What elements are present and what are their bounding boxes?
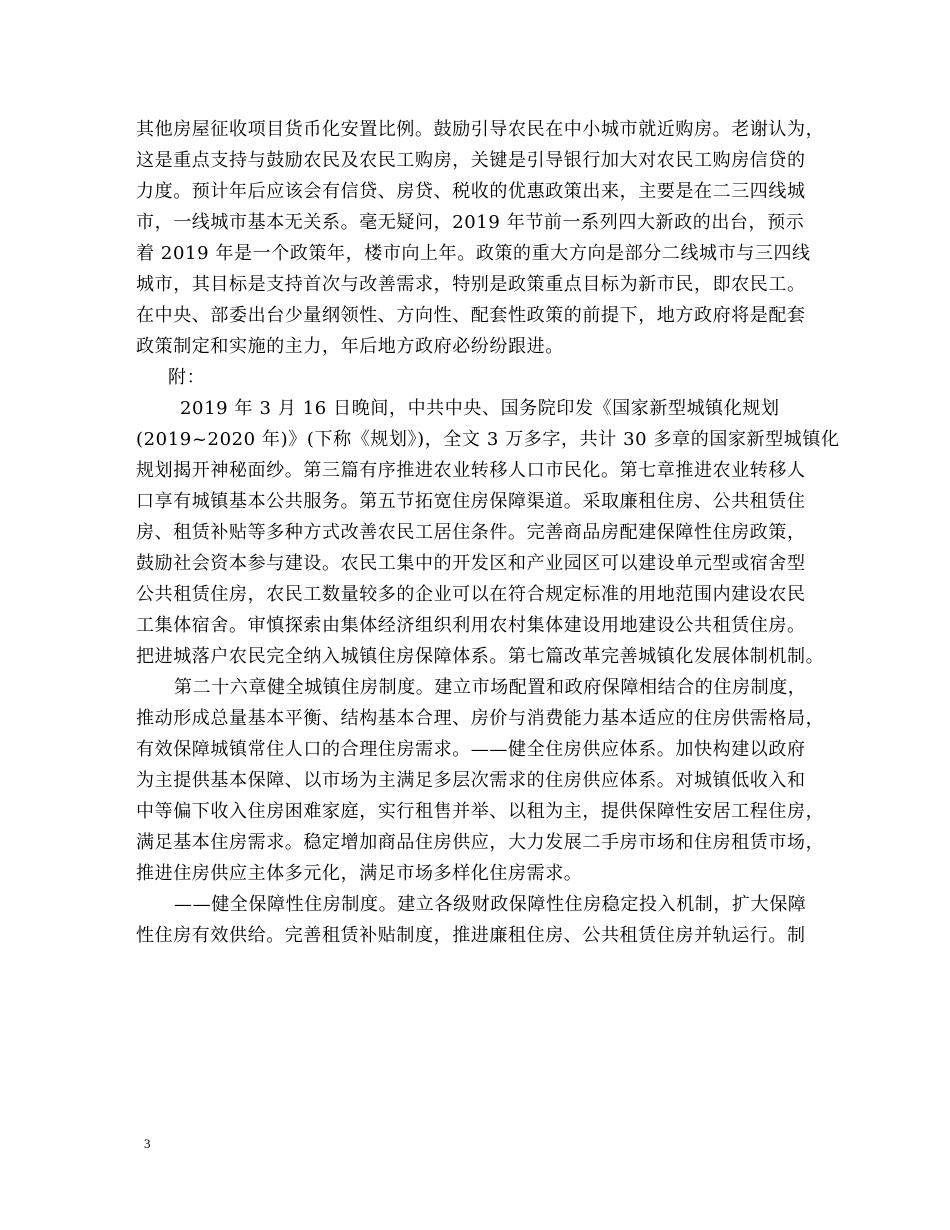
text-line: 推动形成总量基本平衡、结构基本合理、房价与消费能力基本适应的住房供需格局， [136,708,825,729]
paragraph-1 [136,114,825,362]
text-line: 为主提供基本保障、以市场为主满足多层次需求的住房供应体系。对城镇低收入和 [136,770,806,791]
text-line: 在中央、部委出台少量纲领性、方向性、配套性政策的前提下，地方政府将是配套 [136,305,806,326]
paragraph-appendix-heading [136,362,820,393]
paragraph-2 [136,393,840,672]
text-line: (2019~2020 年)》(下称《规划》)，全文 3 万多字，共计 30 多章的国家新型城镇化 [136,429,840,450]
text-line: 2019 年 3 月 16 日晚间，中共中央、国务院印发《国家新型城镇化规划 [180,398,780,419]
paragraph-4 [136,889,820,951]
text-line: 性住房有效供给。完善租赁补贴制度，推进廉租住房、公共租赁住房并轨运行。制 [136,925,806,946]
text-line: 房、租赁补贴等多种方式改善农民工居住条件。完善商品房配建保障性住房政策， [136,522,806,543]
text-line: 力度。预计年后应该会有信贷、房贷、税收的优惠政策出来，主要是在二三四线城 [136,181,806,202]
text-line: 工集体宿舍。审慎探索由集体经济组织利用农村集体建设用地建设公共租赁住房。 [136,615,806,636]
text-line: 市，一线城市基本无关系。毫无疑问，2019 年节前一系列四大新政的出台，预示 [136,212,805,233]
text-line: 第二十六章健全城镇住房制度。建立市场配置和政府保障相结合的住房制度， [174,677,807,698]
text-line: ——健全保障性住房制度。建立各级财政保障性住房稳定投入机制，扩大保障 [174,894,807,915]
text-line: 推进住房供应主体多元化，满足市场多样化住房需求。 [136,863,583,884]
paragraph-3 [136,672,825,889]
document-body [136,114,840,951]
text-line: 其他房屋征收项目货币化安置比例。鼓励引导农民在中小城市就近购房。老谢认为， [136,119,825,140]
text-line: 城市，其目标是支持首次与改善需求，特别是政策重点目标为新市民，即农民工。 [136,274,806,295]
text-line: 鼓励社会资本参与建设。农民工集中的开发区和产业园区可以建设单元型或宿舍型 [136,553,806,574]
text-line: 中等偏下收入住房困难家庭，实行租售并举、以租为主，提供保障性安居工程住房， [136,801,825,822]
appendix-label: 附： [168,367,206,388]
text-line: 这是重点支持与鼓励农民及农民工购房，关键是引导银行加大对农民工购房信贷的 [136,150,806,171]
text-line: 满足基本住房需求。稳定增加商品住房供应，大力发展二手房市场和住房租赁市场， [136,832,825,853]
text-line: 口享有城镇基本公共服务。第五节拓宽住房保障渠道。采取廉租住房、公共租赁住 [136,491,806,512]
text-line: 公共租赁住房，农民工数量较多的企业可以在符合规定标准的用地范围内建设农民 [136,584,806,605]
page-number: 3 [144,1136,151,1151]
text-line: 着 2019 年是一个政策年，楼市向上年。政策的重大方向是部分二线城市与三四线 [136,243,811,264]
text-line: 有效保障城镇常住人口的合理住房需求。——健全住房供应体系。加快构建以政府 [136,739,806,760]
text-line: 规划揭开神秘面纱。第三篇有序推进农业转移人口市民化。第七章推进农业转移人 [136,460,806,481]
text-line: 把进城落户农民完全纳入城镇住房保障体系。第七篇改革完善城镇化发展体制机制。 [136,646,825,667]
text-line: 政策制定和实施的主力，年后地方政府必纷纷跟进。 [136,336,564,357]
